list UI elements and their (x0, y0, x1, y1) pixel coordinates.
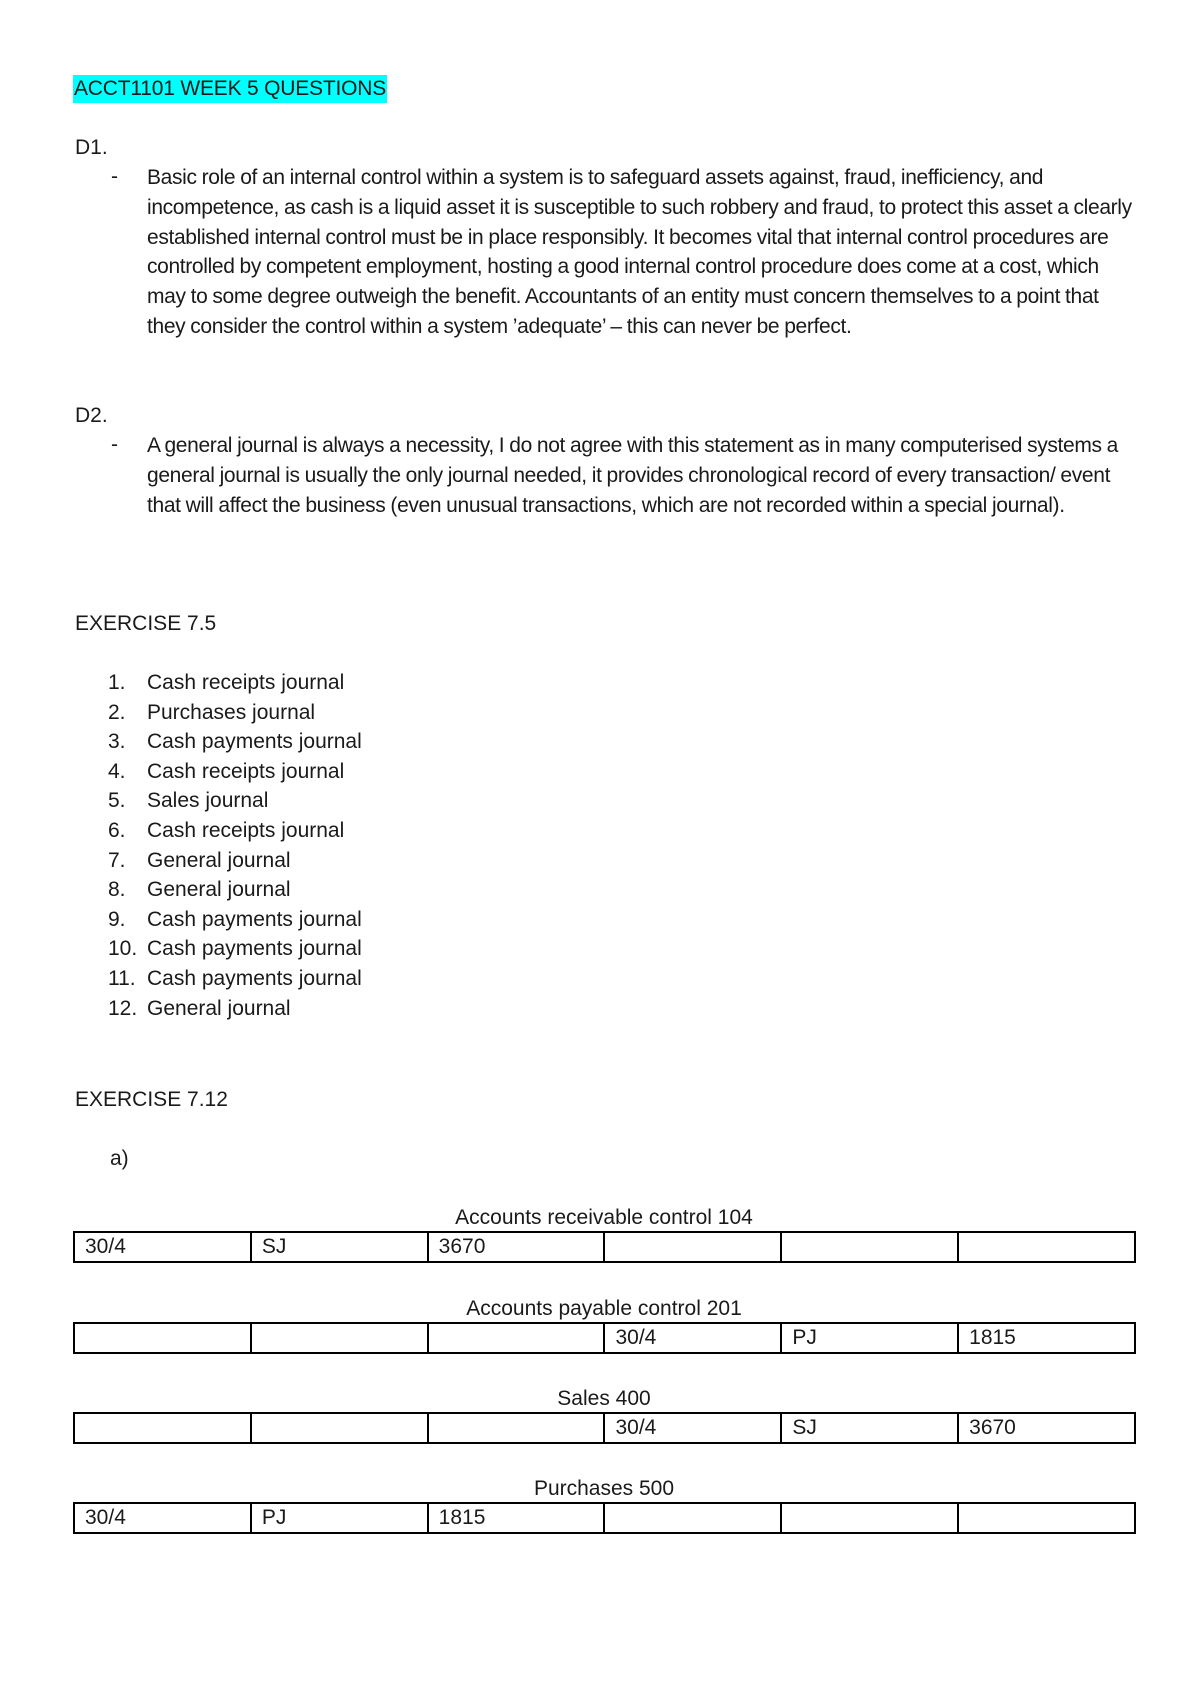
table-cell: 1815 (958, 1323, 1135, 1353)
table-cell (604, 1503, 781, 1533)
d1-label: D1. (75, 136, 108, 159)
table-row (74, 1413, 1135, 1443)
table-cell: 30/4 (604, 1323, 781, 1353)
table-cell: PJ (781, 1323, 958, 1353)
table-row (74, 1503, 1135, 1533)
table-cell (428, 1323, 605, 1353)
table-cell (781, 1503, 958, 1533)
ledger-sales (73, 1412, 1136, 1444)
table-cell (74, 1413, 251, 1443)
table-cell (251, 1413, 428, 1443)
ledger-title-purchases: Purchases 500 (533, 1477, 675, 1500)
ledger-title-accounts-payable: Accounts payable control 201 (466, 1297, 742, 1320)
ledger-accounts-receivable (73, 1231, 1136, 1263)
table-cell (781, 1232, 958, 1262)
part-a-label: a) (110, 1147, 129, 1170)
ledger-title-sales: Sales 400 (557, 1387, 651, 1410)
d1-bullet: - (111, 165, 118, 188)
d1-answer: Basic role of an internal control within a system is to safeguard assets against, fraud, inefficiency, and incompetence, as cash is a liquid asset it is susceptible to such robbery and fraud, to protect this asset a clearly established internal control must be in place responsibly. It becomes vital that internal control procedures are controlled by competent employment, hosting a good internal control procedure does come at a cost, which may to some degree outweigh the benefit. Accountants of an entity must concern themselves to a point that they consider the control within a system ’adequate’ – this can never be perfect. (147, 166, 1132, 338)
table-cell (958, 1232, 1135, 1262)
d2-label: D2. (75, 404, 108, 427)
table-cell: 1815 (428, 1503, 605, 1533)
table-row (74, 1323, 1135, 1353)
table-cell (428, 1413, 605, 1443)
table-cell: 3670 (428, 1232, 605, 1262)
table-cell: SJ (781, 1413, 958, 1443)
document-page: ACCT1101 WEEK 5 QUESTIONS D1. - Basic role of an internal control within a system is to safeguard assets against, fraud, inefficiency, and incompetence, as cash is a liquid asset it is susceptible to such robbery and fraud, to protect this asset a clearly established internal control must be in place responsibly. It becomes vital that internal control procedures are controlled by competent employment, hosting a good internal control procedure does come at a cost, which may to some degree outweigh the benefit. Accountants of an entity must concern themselves to a point that they consider the control within a system ’adequate’ – this can never be perfect. D2. - A general journal is always a necessity, I do not agree with this statement as in many computerised systems a general journal is usually the only journal needed, it provides chronological record of every transaction/ event that will affect the business (even unusual transactions, which are not recorded within a special journal). EXERCISE 7.5 1. Cash receipts journal 2. Purchases journal 3. Cash payments journal 4. Cash receipts journal 5. Sales journal 6. Cash receipts journal 7. General journal 8. General journal 9. Cash payments journal 10. Cash payments journal 11. Cash payments journal 12. General journal EXERCISE 7.12 a) Accounts receivable control 104 30/4 SJ 3670 Accounts payable control 201 30/4 PJ 1815 Sales 400 30/4 SJ 3670 Purchases 500 30/4 PJ 1815 (0, 0, 1200, 1696)
table-cell: 30/4 (74, 1503, 251, 1533)
table-cell (251, 1323, 428, 1353)
table-cell: SJ (251, 1232, 428, 1262)
table-cell: 30/4 (604, 1413, 781, 1443)
table-row (74, 1232, 1135, 1262)
d2-answer: A general journal is always a necessity, I do not agree with this statement as in many computerised systems a general journal is usually the only journal needed, it provides chronological record of every transaction/ event that will affect the business (even unusual transactions, which are not recorded within a special journal). (147, 434, 1118, 517)
table-cell: 3670 (958, 1413, 1135, 1443)
d2-bullet: - (111, 433, 118, 456)
ledger-accounts-payable (73, 1322, 1136, 1354)
exercise-7-12-heading: EXERCISE 7.12 (75, 1088, 228, 1111)
table-cell: 30/4 (74, 1232, 251, 1262)
ledger-title-accounts-receivable: Accounts receivable control 104 (455, 1206, 753, 1229)
table-cell (604, 1232, 781, 1262)
exercise-7-5-heading: EXERCISE 7.5 (75, 612, 217, 635)
table-cell (958, 1503, 1135, 1533)
table-cell: PJ (251, 1503, 428, 1533)
document-title: ACCT1101 WEEK 5 QUESTIONS (73, 75, 387, 103)
ledger-purchases (73, 1502, 1136, 1534)
table-cell (74, 1323, 251, 1353)
